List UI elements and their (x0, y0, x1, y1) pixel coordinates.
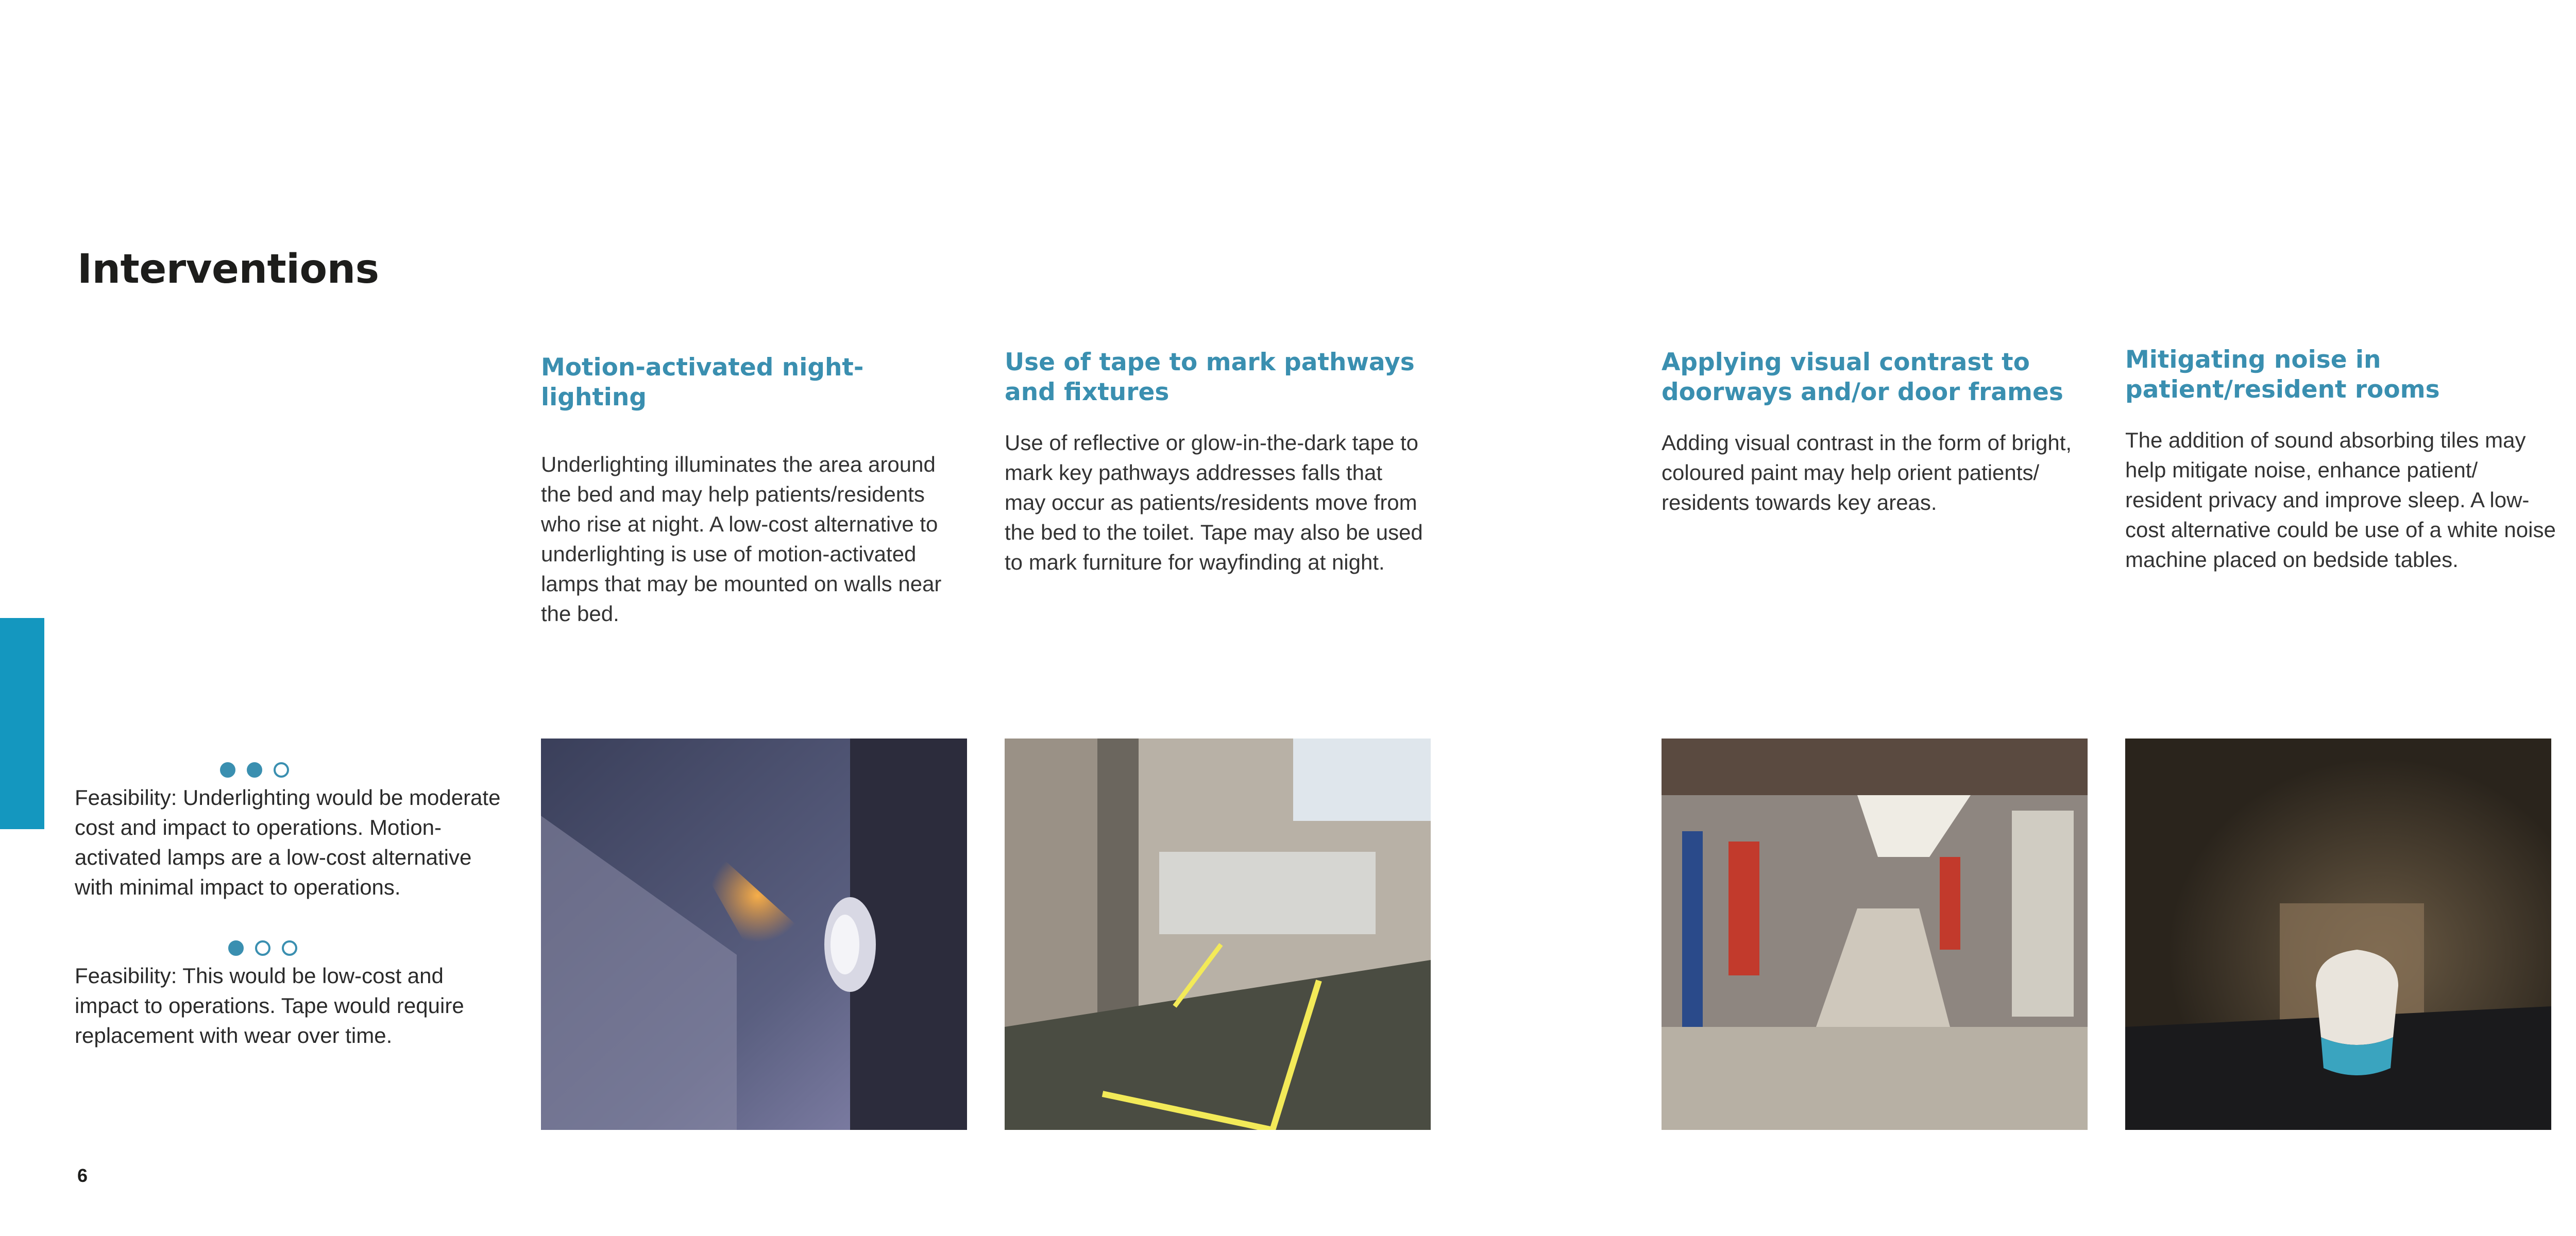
intervention-title: Motion-activated night-lighting (541, 353, 864, 411)
feasibility-night-lighting (75, 762, 502, 902)
page-title: Interventions (77, 246, 379, 293)
rating-dot-filled (228, 940, 244, 956)
rating-dot-empty (274, 762, 289, 778)
feasibility-text: Feasibility: Underlighting would be moderate cost and impact to operations. Motion-activated lamps are a low-cost alternative with minimal impact to operations. (75, 785, 501, 899)
rating-dot-empty (255, 940, 270, 956)
intervention-title: Applying visual contrast to doorways and/or door frames (1662, 348, 2063, 406)
intervention-description: Adding visual contrast in the form of bright, coloured paint may help orient patients/ residents towards key areas. (1662, 431, 2072, 514)
intervention-noise-mitigation (2125, 345, 2558, 575)
hallway-contrast-photo (1662, 739, 2088, 1130)
feasibility-tape (75, 940, 502, 1051)
intervention-title: Mitigating noise in patient/resident rooms (2125, 346, 2440, 404)
intervention-description: The addition of sound absorbing tiles may help mitigate noise, enhance patient/ resident privacy and improve sleep. A low-cost alternative could be use of a white noise machine placed on bedside tables. (2125, 428, 2556, 572)
intervention-title: Use of tape to mark pathways and fixtures (1005, 348, 1415, 406)
rating-dot-empty (282, 940, 297, 956)
intervention-night-lighting (541, 353, 953, 629)
feasibility-rating (228, 940, 502, 956)
rating-dot-filled (220, 762, 235, 778)
page-number-left: 6 (77, 1165, 88, 1186)
intervention-visual-contrast (1662, 348, 2084, 518)
white-noise-machine-photo (2125, 739, 2551, 1130)
intervention-tape-pathways (1005, 348, 1427, 577)
feasibility-rating (220, 762, 502, 778)
left-page-tab (0, 618, 44, 829)
intervention-description: Use of reflective or glow-in-the-dark tape to mark key pathways addresses falls that may occur as patients/residents move from the bed to the toilet. Tape may also be used to mark furniture for wayfinding at night. (1005, 431, 1423, 574)
feasibility-text: Feasibility: This would be low-cost and impact to operations. Tape would require replacement with wear over time. (75, 964, 464, 1048)
intervention-description: Underlighting illuminates the area around the bed and may help patients/residents who rise at night. A low-cost alternative to underlighting is use of motion-activated lamps that may be mounted on walls near the bed. (541, 452, 942, 626)
rating-dot-filled (247, 762, 262, 778)
tape-pathway-photo (1005, 739, 1431, 1130)
night-light-photo (541, 739, 967, 1130)
